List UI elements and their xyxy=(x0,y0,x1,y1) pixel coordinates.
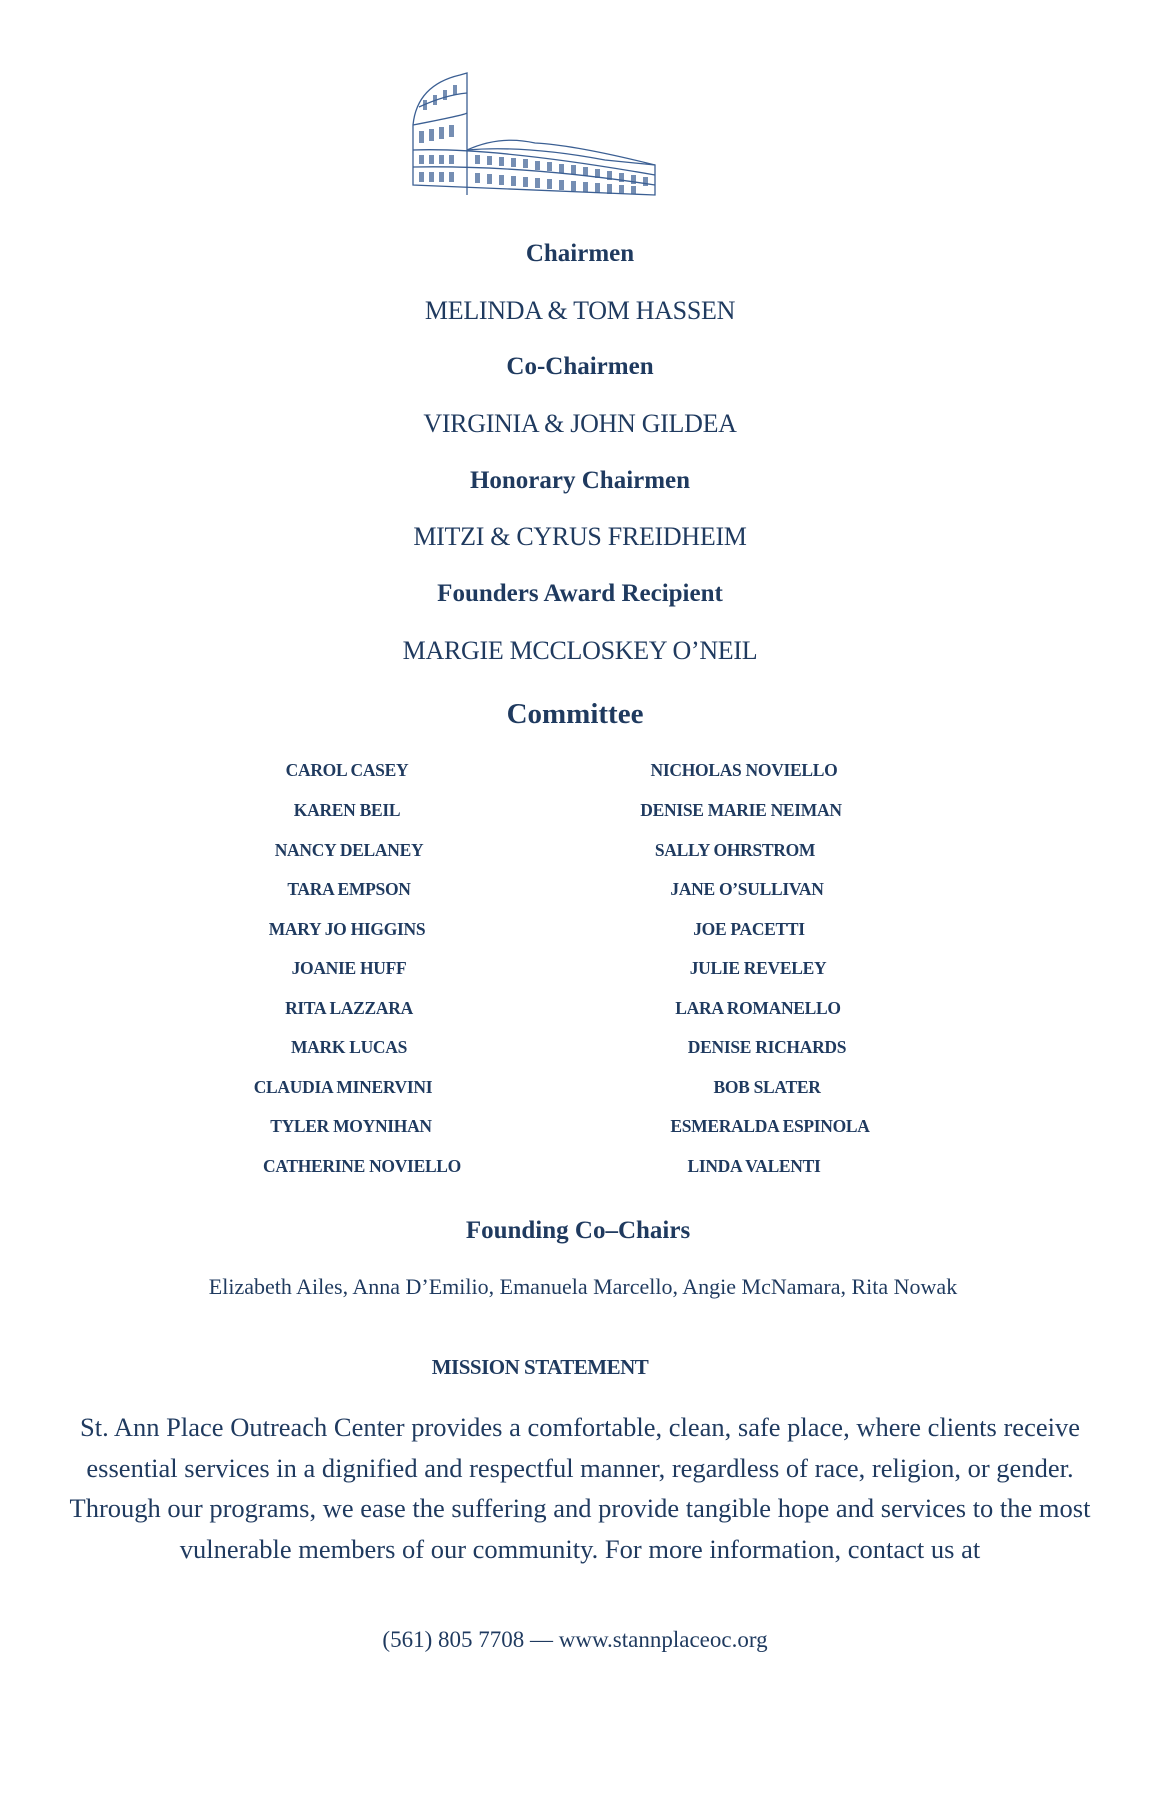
committee-member: DENISE RICHARDS xyxy=(687,1037,847,1057)
committee-member: JANE O’SULLIVAN xyxy=(670,879,824,899)
committee-member: RITA LAZZARA xyxy=(285,998,413,1018)
committee-member: KAREN BEIL xyxy=(293,800,401,820)
mission-statement: St. Ann Place Outreach Center provides a comfortable, clean, safe place, where clients receive essential services in a dignified and respectful manner, regardless of race, religion, or gender. Through our programs, we ease the suffering and provide tangible hope and services to the most vulnerable members of our community. For more information, contact us at xyxy=(69,1412,1091,1564)
colosseum-icon xyxy=(405,55,660,215)
committee-member: SALLY OHRSTROM xyxy=(654,840,816,860)
committee-member: ESMERALDA ESPINOLA xyxy=(670,1116,870,1136)
committee-member: BOB SLATER xyxy=(713,1077,821,1097)
committee-member: TYLER MOYNIHAN xyxy=(270,1116,432,1136)
contact-line: (561) 805 7708 — www.stannplaceoc.org xyxy=(382,1627,768,1652)
committee-member: DENISE MARIE NEIMAN xyxy=(640,800,842,820)
committee-member: LINDA VALENTI xyxy=(687,1156,821,1176)
committee-member: CAROL CASEY xyxy=(285,760,409,780)
chairmen-heading: Chairmen xyxy=(525,240,635,267)
committee-member: NICHOLAS NOVIELLO xyxy=(650,760,838,780)
co-chairmen-heading: Co-Chairmen xyxy=(506,353,654,380)
committee-member: JOANIE HUFF xyxy=(291,958,407,978)
committee-heading: Committee xyxy=(506,698,644,730)
committee-member: JOE PACETTI xyxy=(693,919,805,939)
committee-member: NANCY DELANEY xyxy=(274,840,424,860)
committee-member: MARY JO HIGGINS xyxy=(268,919,426,939)
chairmen-names: MELINDA & TOM HASSEN xyxy=(424,296,736,325)
committee-member: JULIE REVELEY xyxy=(689,958,827,978)
founders-award-heading: Founders Award Recipient xyxy=(437,580,723,607)
committee-member: TARA EMPSON xyxy=(287,879,411,899)
committee-member: LARA ROMANELLO xyxy=(675,998,841,1018)
founding-co-chairs-names: Elizabeth Ailes, Anna D’Emilio, Emanuela Marcello, Angie McNamara, Rita Nowak xyxy=(208,1274,958,1299)
committee-member: CATHERINE NOVIELLO xyxy=(263,1156,461,1176)
committee-member: MARK LUCAS xyxy=(290,1037,408,1057)
mission-heading: MISSION STATEMENT xyxy=(431,1355,649,1379)
honorary-chairmen-names: MITZI & CYRUS FREIDHEIM xyxy=(413,522,747,551)
honorary-chairmen-heading: Honorary Chairmen xyxy=(469,467,691,494)
founders-award-names: MARGIE MCCLOSKEY O’NEIL xyxy=(402,636,758,665)
committee-member: CLAUDIA MINERVINI xyxy=(253,1077,433,1097)
founding-co-chairs-heading: Founding Co–Chairs xyxy=(465,1217,691,1244)
co-chairmen-names: VIRGINIA & JOHN GILDEA xyxy=(423,409,737,438)
